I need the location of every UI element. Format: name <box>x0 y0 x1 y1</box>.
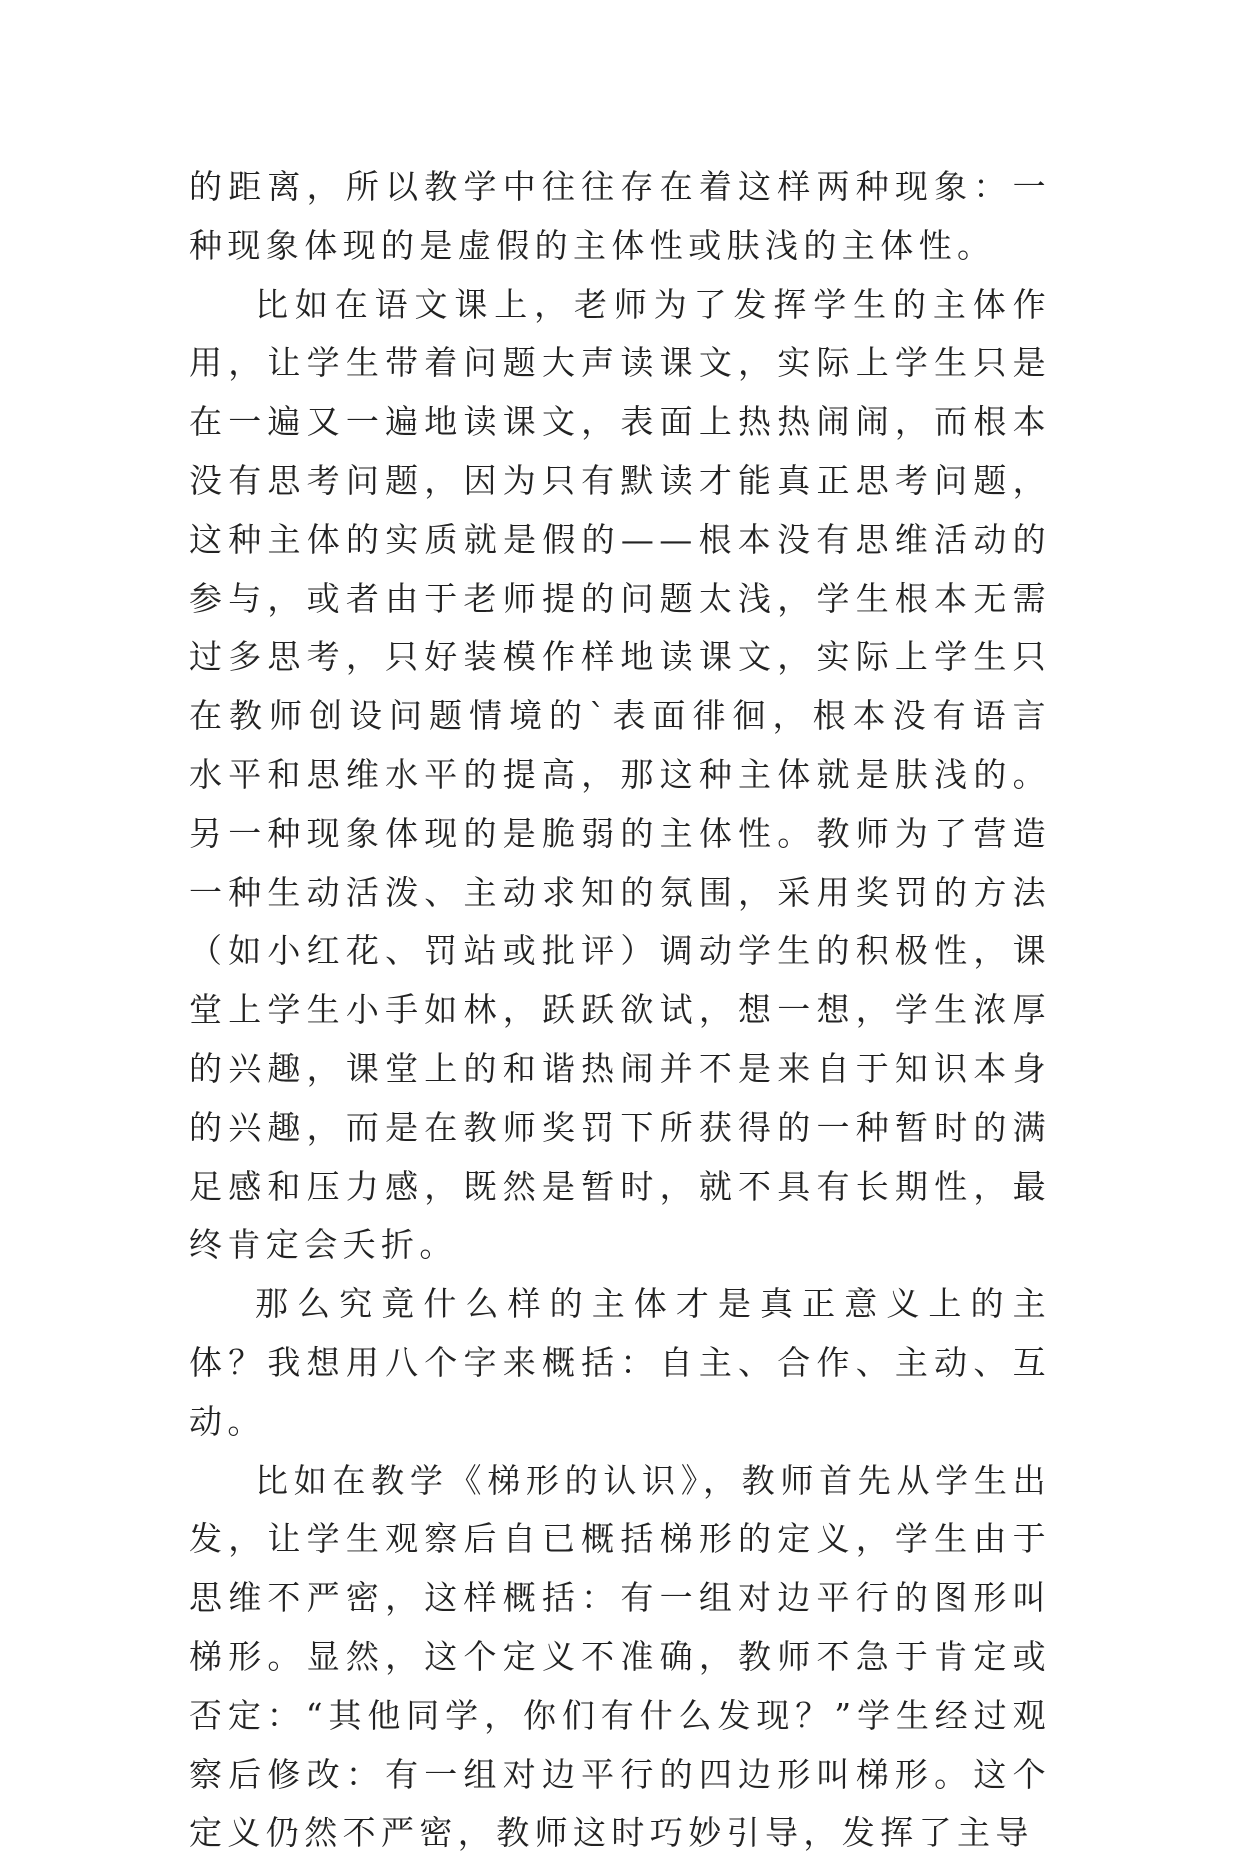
paragraph: 比如在教学《梯形的认识》，教师首先从学生出发，让学生观察后自已概括梯形的定义，学生由于思维不严密，这样概括：有一组对边平行的图形叫梯形。显然，这个定义不准确，教师不急于肯定或否定：“其他同学，你们有什么发现？”学生经过观察后修改：有一组对边平行的四边形叫梯形。这个定义仍然不严密，教师这时巧妙引导，发挥了主导 <box>189 1460 1051 1853</box>
paragraph: 那么究竟什么样的主体才是真正意义上的主体？我想用八个字来概括：自主、合作、主动、互动。 <box>189 1284 1051 1441</box>
paragraph-continuation: 的距离，所以教学中往往存在着这样两种现象：一种现象体现的是虚假的主体性或肤浅的主体性。 <box>189 167 1051 265</box>
document-body <box>189 158 1051 1863</box>
paragraph: 比如在语文课上，老师为了发挥学生的主体作用，让学生带着问题大声读课文，实际上学生只是在一遍又一遍地读课文，表面上热热闹闹，而根本没有思考问题，因为只有默读才能真正思考问题，这种主体的实质就是假的——根本没有思维活动的参与，或者由于老师提的问题太浅，学生根本无需过多思考，只好装模作样地读课文，实际上学生只在教师创设问题情境的`表面徘徊，根本没有语言水平和思维水平的提高，那这种主体就是肤浅的。另一种现象体现的是脆弱的主体性。教师为了营造一种生动活泼、主动求知的氛围，采用奖罚的方法（如小红花、罚站或批评）调动学生的积极性，课堂上学生小手如林，跃跃欲试，想一想，学生浓厚的兴趣，课堂上的和谐热闹并不是来自于知识本身的兴趣，而是在教师奖罚下所获得的一种暂时的满足感和压力感，既然是暂时，就不具有长期性，最终肯定会夭折。 <box>189 284 1051 1265</box>
